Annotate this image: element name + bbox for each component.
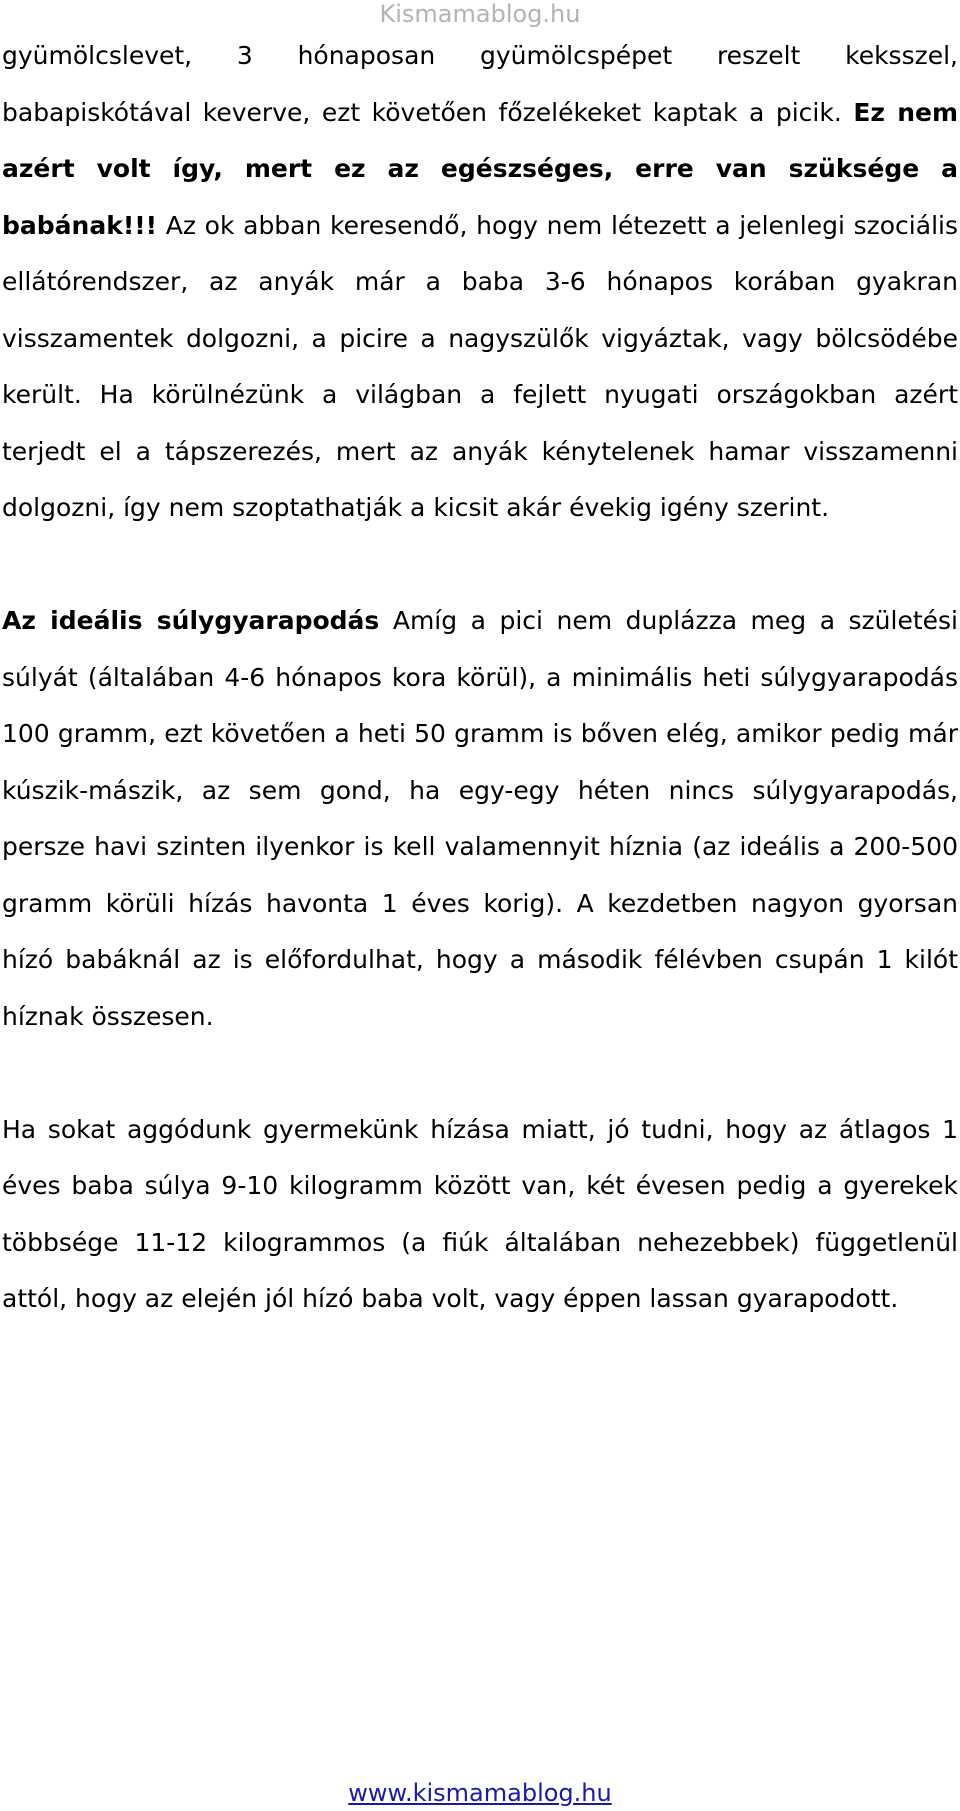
paragraph-2-rest: Amíg a pici nem duplázza meg a születési súlyát (általában 4-6 hónapos kora körül), a minimális heti súlygyarapodás 100 gramm, ezt követően a heti 50 gramm is bőven elég, amikor pedig már kúszik-mászik, az sem gond, ha egy-egy héten nincs súlygyarapodás, persze havi szinten ilyenkor is kell valamennyit híznia (az ideális a 200-500 gramm körüli hízás havonta 1 éves korig). A kezdetben nagyon gyorsan hízó babáknál az is előfordulhat, hogy a második félévben csupán 1 kilót híznak összesen. <box>2 606 959 1031</box>
paragraph-1-bold: Ez nem azért volt így, mert ez az egészséges, erre van szüksége a babának!!! <box>2 97 959 240</box>
paragraph-2 <box>2 593 958 1045</box>
section-heading-ideal-weight-gain: Az ideális súlygyarapodás <box>2 606 380 635</box>
paragraph-1-intro: gyümölcslevet, 3 hónaposan gyümölcspépet reszelt keksszel, babapiskótával keverve, ezt követően főzelékeket kaptak a picik. <box>2 41 958 127</box>
article-body <box>2 28 958 1328</box>
site-name: Kismamablog.hu <box>379 0 581 28</box>
paragraph-1-rest: Az ok abban keresendő, hogy nem létezett a jelenlegi szociális ellátórendszer, az anyák már a baba 3-6 hónapos korában gyakran visszamentek dolgozni, a picire a nagyszülők vigyáztak, vagy bölcsödébe került. Ha körülnézünk a világban a fejlett nyugati országokban azért terjedt el a tápszerezés, mert az anyák kénytelenek hamar visszamenni dolgozni, így nem szoptathatják a kicsit akár évekig igény szerint. <box>2 210 958 522</box>
page-header <box>0 0 960 28</box>
paragraph-3-text: Ha sokat aggódunk gyermekünk hízása miatt, jó tudni, hogy az átlagos 1 éves baba súlya 9-10 kilogramm között van, két évesen pedig a gyerekek többsége 11-12 kilogrammos (a fiúk általában nehezebbek) függetlenül attól, hogy az elején jól hízó baba volt, vagy éppen lassan gyarapodott. <box>2 1114 958 1313</box>
footer-site-link[interactable]: www.kismamablog.hu <box>348 1779 612 1807</box>
paragraph-1 <box>2 28 958 537</box>
page-footer <box>0 1778 960 1808</box>
paragraph-3 <box>2 1102 958 1328</box>
